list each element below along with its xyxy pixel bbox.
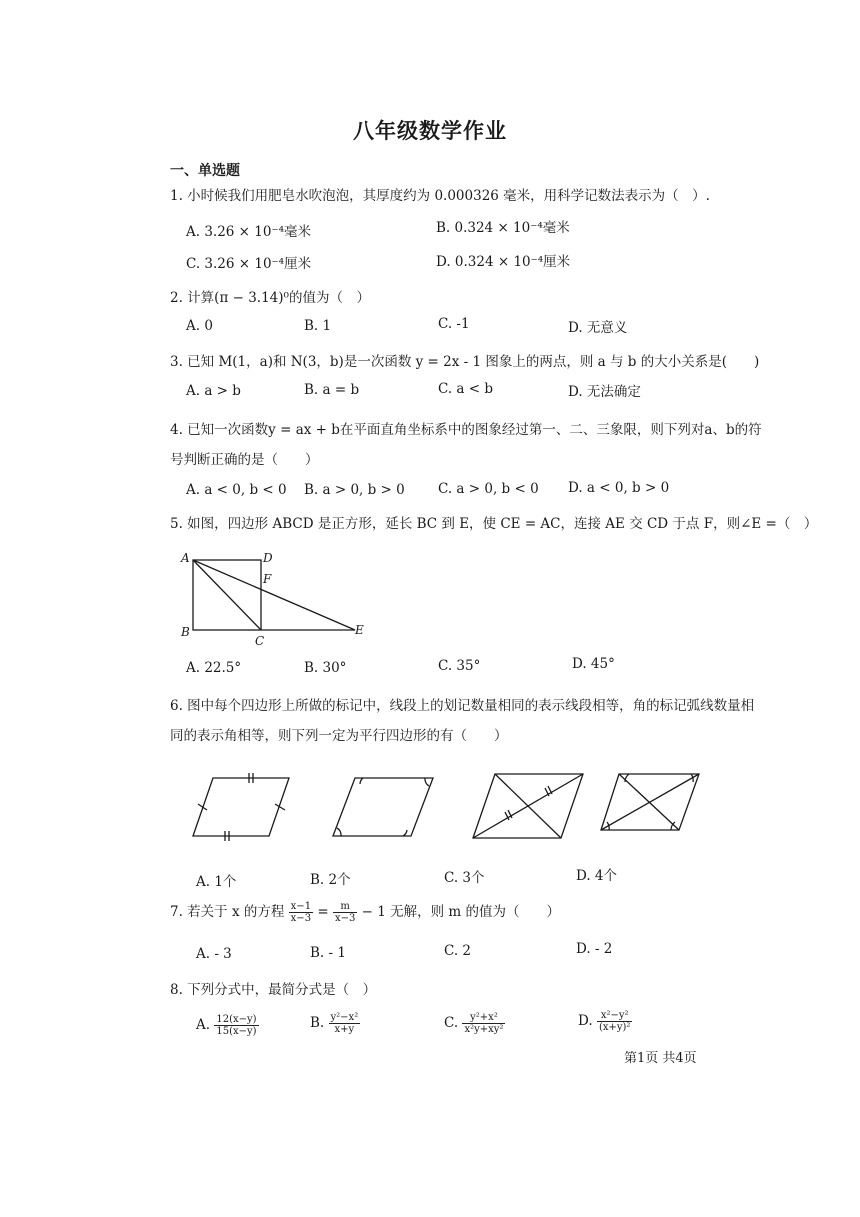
q7-equals: = xyxy=(317,904,333,920)
section-heading: 一、单选题 xyxy=(170,163,240,179)
q1-option-b: B. 0.324 × 10⁻⁴毫米 xyxy=(436,220,570,236)
diagonal-ac xyxy=(193,560,261,630)
question-2: 2. 计算(π − 3.14)⁰的值为（ ） xyxy=(170,290,370,306)
q4-option-d: D. a < 0, b > 0 xyxy=(568,480,670,496)
q1-option-c: C. 3.26 × 10⁻⁴厘米 xyxy=(186,256,312,272)
q1-option-d: D. 0.324 × 10⁻⁴厘米 xyxy=(436,254,571,270)
q2-option-a: A. 0 xyxy=(186,318,213,334)
q8-option-b: B. $\frac{\text{y²−x²}}{x+y}$ xyxy=(310,1012,359,1035)
q3-option-c: C. a < b xyxy=(438,381,494,397)
q7-option-c: C. 2 xyxy=(444,943,472,959)
question-4-line-2: 号判断正确的是（ ） xyxy=(170,452,319,468)
q3-option-d: D. 无法确定 xyxy=(568,384,641,400)
q3-option-a: A. a > b xyxy=(186,383,241,399)
question-4-line-1: 4. 已知一次函数y = ax + b在平面直角坐标系中的图象经过第一、二、三象限，则下列对a、b的符 xyxy=(170,422,762,438)
q8-option-d: D. $\frac{\text{x²−y²}}{\text{(x+y)²}}$ xyxy=(578,1010,631,1033)
question-1: 1. 小时候我们用肥皂水吹泡泡，其厚度约为 0.000326 毫米，用科学记数法表示为（ ）. xyxy=(170,188,710,204)
q6-option-d: D. 4个 xyxy=(576,868,618,884)
question-7 xyxy=(170,900,560,924)
q4-option-a: A. a < 0, b < 0 xyxy=(186,482,287,498)
q8-option-c: C. $\frac{\text{y²+x²}}{\text{x²y+xy²}}$ xyxy=(444,1012,504,1035)
q1-option-a: A. 3.26 × 10⁻⁴毫米 xyxy=(186,224,312,240)
q4-option-b: B. a > 0, b > 0 xyxy=(304,482,405,498)
q7-fraction-1: $\frac{x-1}{x-3}$ xyxy=(290,901,312,924)
question-6-line-1: 6. 图中每个四边形上所做的标记中，线段上的划记数量相同的表示线段相等，角的标记弧线数量相 xyxy=(170,698,755,714)
q7-option-d: D. - 2 xyxy=(576,941,613,957)
quad-3 xyxy=(473,774,583,838)
label-d: D xyxy=(263,551,273,565)
segment-ae xyxy=(193,560,355,630)
question-6-line-2: 同的表示角相等，则下列一定为平行四边形的有（ ） xyxy=(170,728,508,744)
page-title: 八年级数学作业 xyxy=(353,119,507,143)
q3-option-b: B. a = b xyxy=(304,382,360,398)
label-b: B xyxy=(181,625,190,639)
q5-option-d: D. 45° xyxy=(572,656,615,672)
q7-option-b: B. - 1 xyxy=(310,945,346,961)
label-e: E xyxy=(355,623,364,637)
q6-option-a: A. 1个 xyxy=(196,874,237,890)
q7-prefix: 7. 若关于 x 的方程 xyxy=(170,904,285,920)
q6-option-b: B. 2个 xyxy=(310,872,351,888)
q7-fraction-2: $\frac{m}{x-3}$ xyxy=(334,901,356,924)
quad-2 xyxy=(333,778,433,836)
quad-1 xyxy=(193,773,289,841)
q7-suffix: − 1 无解，则 m 的值为（ ） xyxy=(361,904,561,920)
q6-option-c: C. 3个 xyxy=(444,870,485,886)
q7-option-a: A. - 3 xyxy=(196,946,232,962)
label-a: A xyxy=(181,551,190,565)
q2-option-c: C. -1 xyxy=(438,316,470,332)
question-5: 5. 如图，四边形 ABCD 是正方形，延长 BC 到 E，使 CE = AC，连接 AE 交 CD 于点 F，则∠E =（ ） xyxy=(170,516,818,532)
label-c: C xyxy=(255,634,265,648)
parallelogram-figures xyxy=(185,768,705,848)
q4-option-c: C. a > 0, b < 0 xyxy=(438,481,539,497)
q5-option-a: A. 22.5° xyxy=(186,660,242,676)
question-8: 8. 下列分式中，最简分式是（ ） xyxy=(170,982,377,998)
q2-option-b: B. 1 xyxy=(304,318,332,334)
question-3: 3. 已知 M(1，a)和 N(3，b)是一次函数 y = 2x - 1 图象上的两点，则 a 与 b 的大小关系是( ) xyxy=(170,354,760,370)
square-figure xyxy=(175,548,375,648)
quad-4 xyxy=(601,774,699,830)
q8-option-a: A. $\frac{12(x-y)}{15(x-y)}$ xyxy=(196,1014,257,1037)
q2-option-d: D. 无意义 xyxy=(568,320,628,336)
q5-option-c: C. 35° xyxy=(438,658,481,674)
label-f: F xyxy=(263,572,272,586)
page-footer: 第1页 共4页 xyxy=(624,1051,697,1066)
q5-option-b: B. 30° xyxy=(304,660,347,676)
